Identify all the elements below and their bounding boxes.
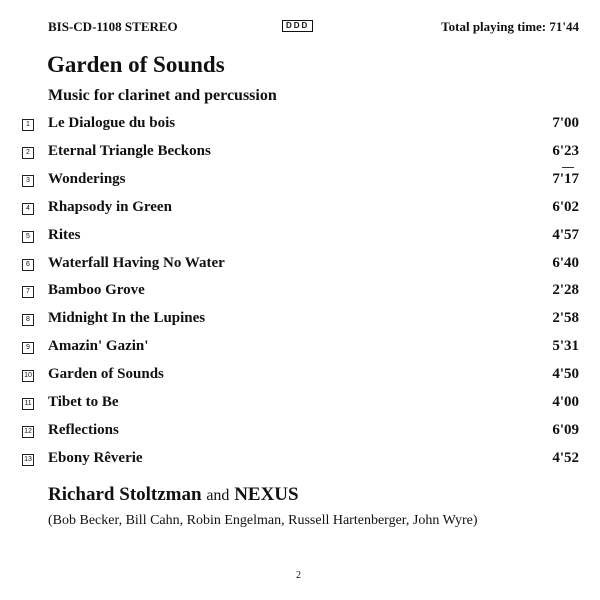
track-number-box: 11 bbox=[22, 398, 34, 410]
track-title: Rhapsody in Green bbox=[48, 198, 172, 215]
track-title: Midnight In the Lupines bbox=[48, 310, 206, 327]
catalog-number: BIS-CD-1108 STEREO bbox=[48, 19, 178, 34]
track-number-box: 13 bbox=[22, 454, 34, 466]
track-duration: 7'17 bbox=[552, 170, 579, 187]
track-row bbox=[0, 255, 600, 275]
track-duration: 6'09 bbox=[552, 421, 579, 438]
track-row bbox=[0, 115, 600, 135]
track-row bbox=[0, 227, 600, 247]
track-title: Eternal Triangle Beckons bbox=[48, 142, 211, 159]
track-title: Le Dialogue du bois bbox=[48, 115, 176, 131]
album-subtitle: Music for clarinet and percussion bbox=[48, 87, 277, 104]
track-title: Wonderings bbox=[48, 170, 126, 187]
track-duration: 4'00 bbox=[552, 394, 579, 410]
ensemble-members: (Bob Becker, Bill Cahn, Robin Engelman, Russell Hartenberger, John Wyre) bbox=[48, 513, 478, 528]
page-number: 2 bbox=[296, 570, 301, 581]
track-duration: 7'00 bbox=[552, 115, 579, 131]
track-number-box: 5 bbox=[22, 231, 34, 243]
ddd-badge: DDD bbox=[282, 20, 313, 32]
track-number-box: 4 bbox=[22, 203, 34, 215]
track-duration: 4'57 bbox=[552, 226, 579, 243]
track-title: Amazin' Gazin' bbox=[48, 338, 149, 355]
album-title: Garden of Sounds bbox=[47, 52, 225, 77]
track-duration: 2'58 bbox=[552, 310, 579, 327]
divider-mark bbox=[562, 167, 574, 168]
track-duration: 4'50 bbox=[552, 366, 579, 383]
track-row bbox=[0, 143, 600, 163]
soloist-name: Richard Stoltzman bbox=[48, 484, 202, 505]
track-title: Garden of Sounds bbox=[48, 366, 164, 383]
track-duration: 5'31 bbox=[552, 338, 579, 355]
total-playing-time: Total playing time: 71'44 bbox=[441, 19, 579, 34]
track-number-box: 12 bbox=[22, 426, 34, 438]
track-number-box: 7 bbox=[22, 286, 34, 298]
track-number-box: 10 bbox=[22, 370, 34, 382]
ensemble-name: NEXUS bbox=[234, 484, 299, 505]
track-number-box: 2 bbox=[22, 147, 34, 159]
track-row bbox=[0, 366, 600, 386]
track-row bbox=[0, 394, 600, 414]
track-row bbox=[0, 310, 600, 330]
track-title: Reflections bbox=[48, 421, 119, 438]
track-title: Rites bbox=[48, 226, 81, 243]
conjunction: and bbox=[206, 487, 230, 504]
track-title: Bamboo Grove bbox=[48, 282, 145, 299]
track-duration: 6'40 bbox=[552, 254, 579, 271]
track-row bbox=[0, 338, 600, 358]
track-row bbox=[0, 199, 600, 219]
track-duration: 6'23 bbox=[552, 142, 579, 159]
track-duration: 4'52 bbox=[552, 449, 579, 466]
track-row bbox=[0, 282, 600, 302]
performers bbox=[48, 484, 299, 506]
track-number-box: 3 bbox=[22, 175, 34, 187]
track-title: Waterfall Having No Water bbox=[48, 254, 225, 271]
track-row bbox=[0, 422, 600, 442]
track-row bbox=[0, 450, 600, 470]
track-number-box: 8 bbox=[22, 314, 34, 326]
track-title: Ebony Rêverie bbox=[48, 449, 143, 466]
track-number-box: 6 bbox=[22, 259, 34, 271]
track-duration: 2'28 bbox=[552, 282, 579, 299]
track-row bbox=[0, 171, 600, 191]
track-number-box: 1 bbox=[22, 119, 34, 131]
track-duration: 6'02 bbox=[552, 198, 579, 215]
track-title: Tibet to Be bbox=[48, 394, 119, 410]
track-number-box: 9 bbox=[22, 342, 34, 354]
